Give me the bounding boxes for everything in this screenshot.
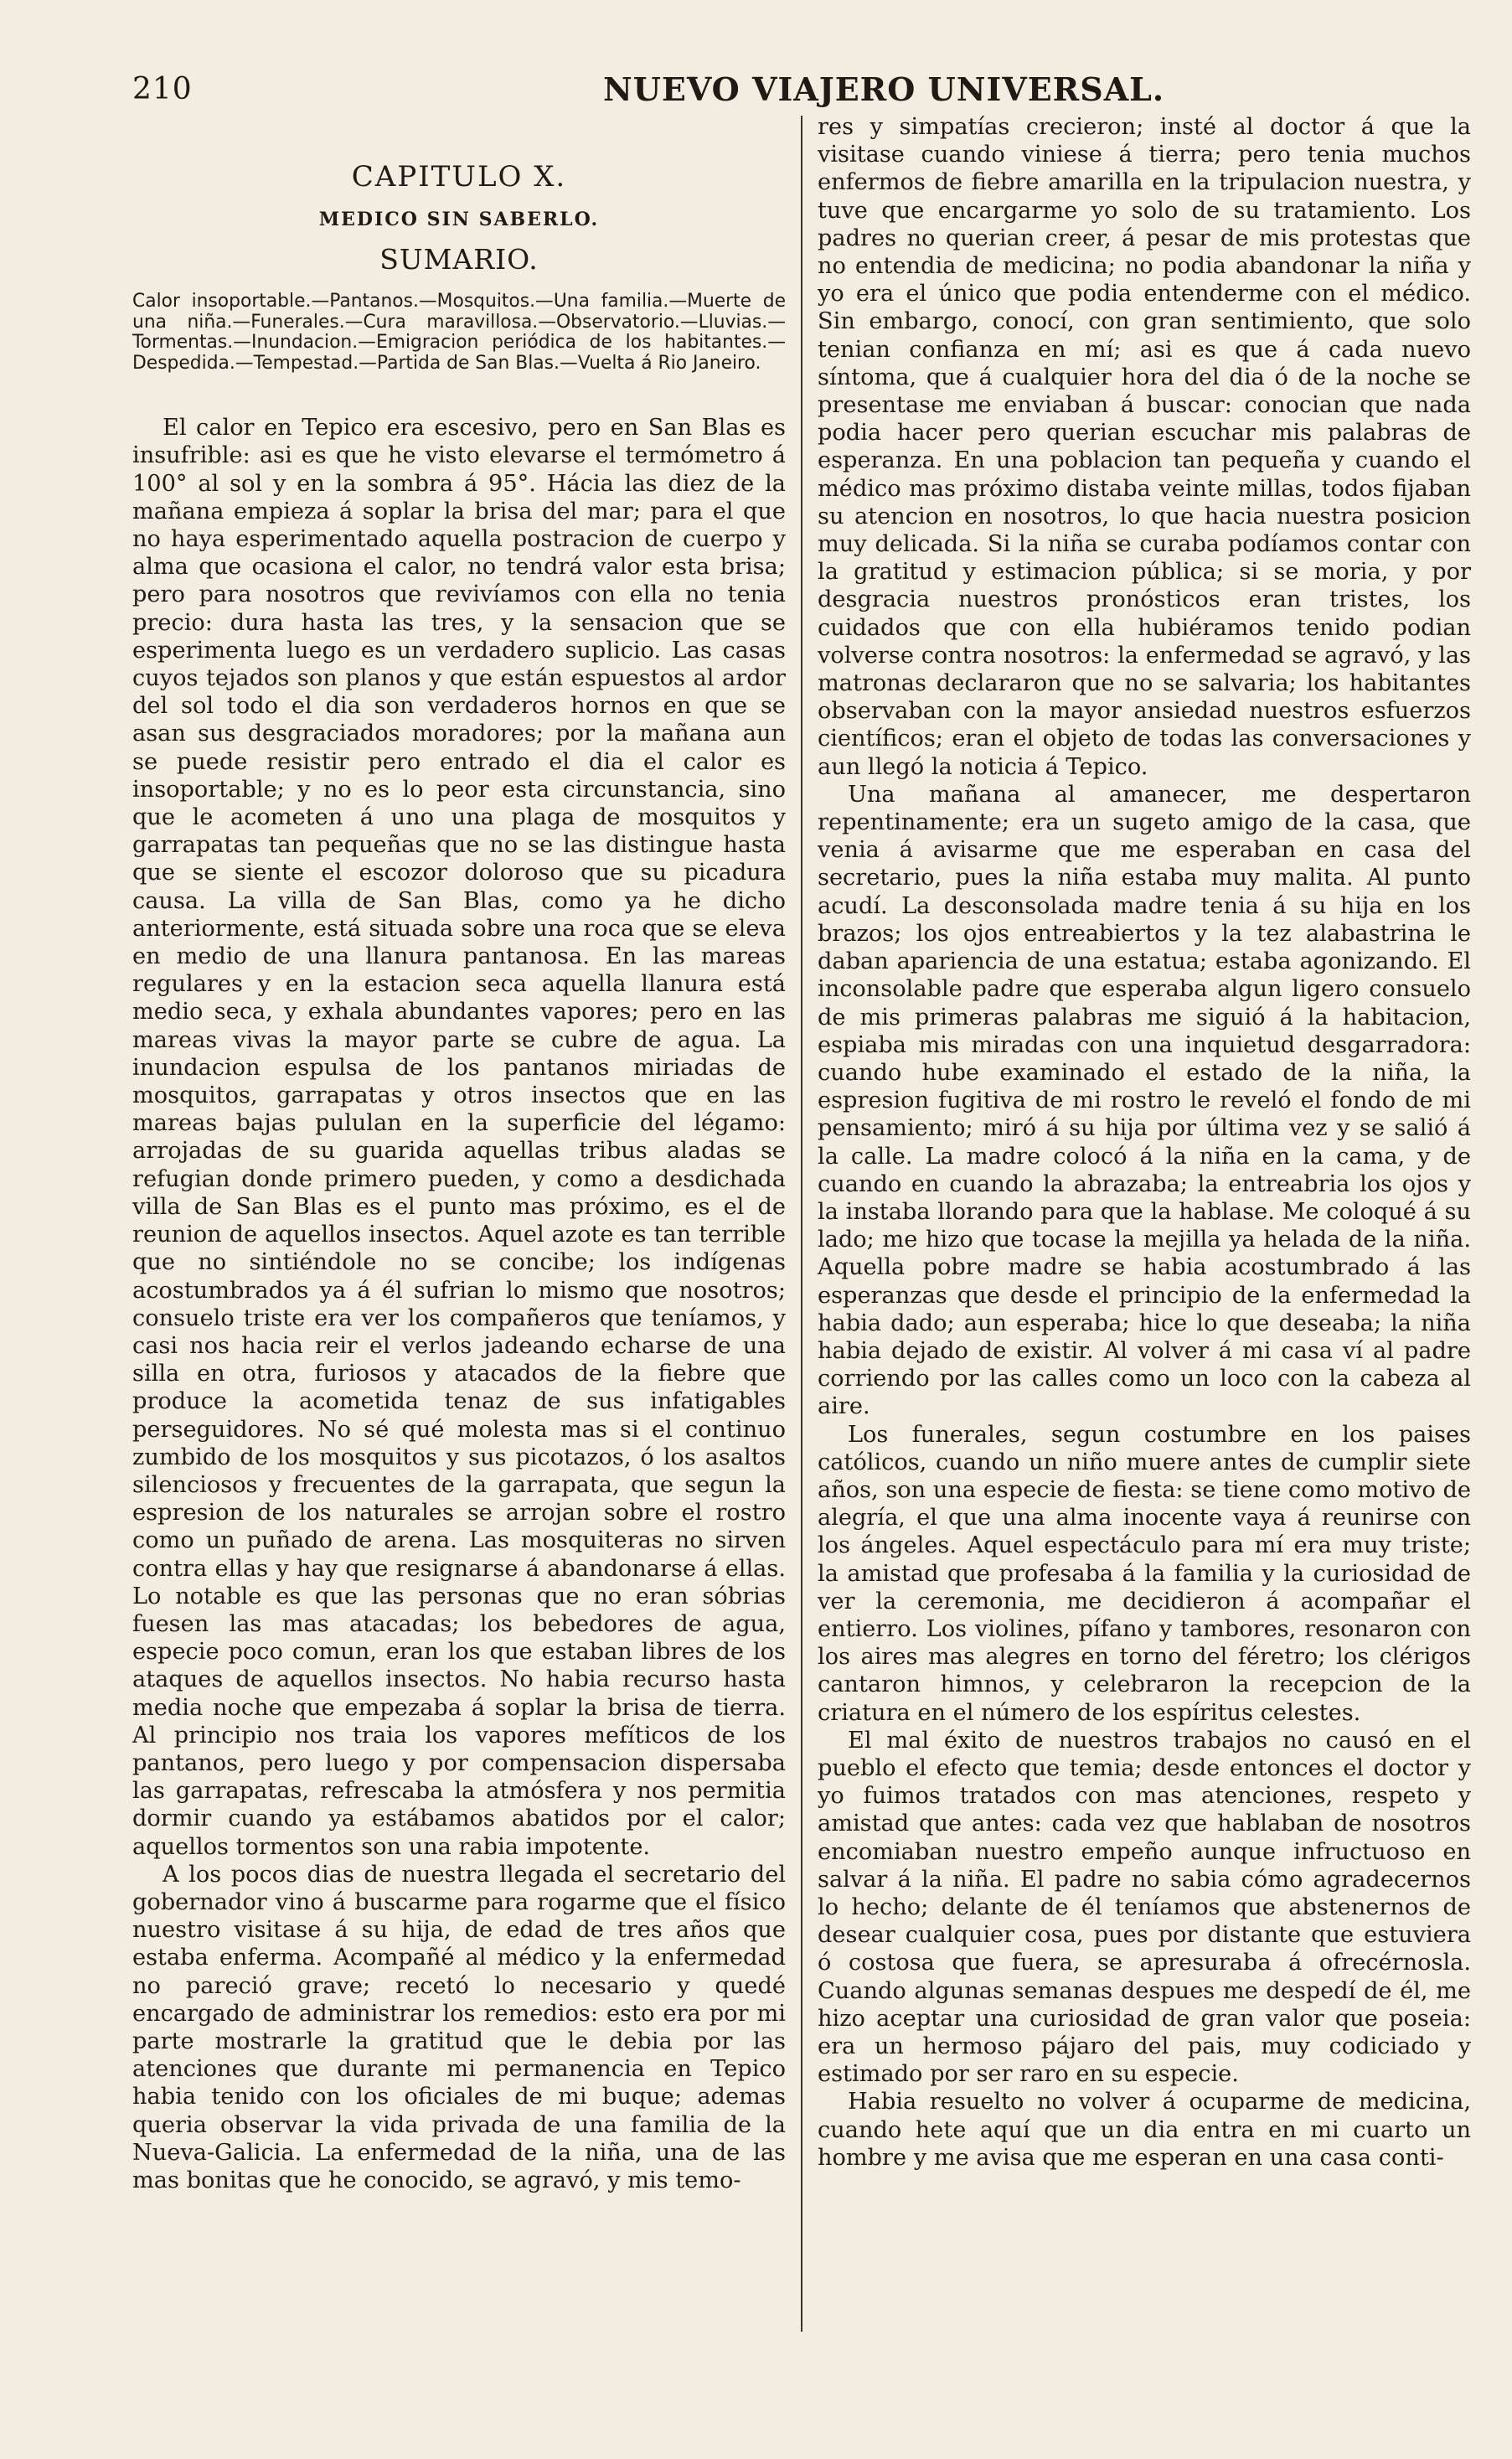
- running-title: NUEVO VIAJERO UNIVERSAL.: [603, 70, 1165, 108]
- right-column: [818, 113, 1471, 2172]
- paragraph: Los funerales, segun costumbre en los paises católicos, cuando un niño muere antes de cumplir siete años, son una especie de fiesta: se tiene como motivo de alegría, el que una alma inocente vaya á reunirse con los ángeles. Aquel espectáculo para mí era muy triste; la amistad que profesaba á la familia y la curiosidad de ver la ceremonia, me decidieron á acompañar el entierro. Los violines, pífano y tambores, resonaron con los aires mas alegres en torno del féretro; los clérigos cantaron himnos, y celebraron la recepcion de la criatura en el número de los espíritus celestes.: [818, 1421, 1471, 1726]
- paragraph: A los pocos dias de nuestra llegada el secretario del gobernador vino á buscarme para rogarme que el físico nuestro visitase á su hija, de edad de tres años que estaba enferma. Acompañé al médico y la enfermedad no pareció grave; recetó lo necesario y quedé encargado de administrar los remedios: esto era por mi parte mostrarle la gratitud que le debia por las atenciones que durante mi permanencia en Tepico habia tenido con los oficiales de mi buque; ademas queria observar la vida privada de una familia de la Nueva-Galicia. La enfermedad de la niña, una de las mas bonitas que he conocido, se agravó, y mis temo-: [132, 1861, 786, 2193]
- left-column: [132, 113, 786, 2194]
- sumario-text: Calor insoportable.—Pantanos.—Mosquitos.—Una familia.—Muerte de una niña.—Funerales.—Cura maravillosa.—Observatorio.—Lluvias.—Tormentas.—Inundacion.—Emigracion periódica de los habitantes.—Despedida.—Tempestad.—Partida de San Blas.—Vuelta á Rio Janeiro.: [132, 291, 786, 374]
- paragraph: res y simpatías crecieron; insté al doctor á que la visitase cuando viniese á tierra; pero tenia muchos enfermos de fiebre amarilla en la tripulacion nuestra, y tuve que encargarme yo solo de su tratamiento. Los padres no querian creer, á pesar de mis protestas que no entendia de medicina; no podia abandonar la niña y yo era el único que podia entenderme con el médico. Sin embargo, conocí, con gran sentimiento, que solo tenian confianza en mí; asi es que á cada nuevo síntoma, que á cualquier hora del dia ó de la noche se presentase me enviaban á buscar: conocian que nada podia hacer pero querian escuchar mis palabras de esperanza. En una poblacion tan pequeña y cuando el médico mas próximo distaba veinte millas, todos fijaban su atencion en nosotros, lo que hacia nuestra posicion muy delicada. Si la niña se curaba podíamos contar con la gratitud y estimacion pública; si se moria, y por desgracia nuestros pronósticos eran tristes, los cuidados que con ella hubiéramos tenido podian volverse contra nosotros: la enfermedad se agravó, y las matronas declararon que no se salvaria; los habitantes observaban con la mayor ansiedad nuestros esfuerzos científicos; eran el objeto de todas las conversaciones y aun llegó la noticia á Tepico.: [818, 114, 1471, 780]
- chapter-subtitle: MEDICO SIN SABERLO.: [318, 209, 600, 231]
- paragraph: El calor en Tepico era escesivo, pero en San Blas es insufrible: asi es que he visto elevarse el termómetro á 100° al sol y en la sombra á 95°. Hácia las diez de la mañana empieza á soplar la brisa del mar; para el que no haya esperimentado aquella postracion de cuerpo y alma que ocasiona el calor, no tendrá valor esta brisa; pero para nosotros que revivíamos con ella no tenia precio: dura hasta las tres, y la sensacion que se esperimenta luego es un verdadero suplicio. Las casas cuyos tejados son planos y que están espuestos al ardor del sol todo el dia son verdaderos hornos en que se asan sus desgraciados moradores; por la mañana aun se puede resistir pero entrado el dia el calor es insoportable; y no es lo peor esta circunstancia, sino que le acometen á uno una plaga de mosquitos y garrapatas tan pequeñas que no se las distingue hasta que se siente el escozor doloroso que su picadura causa. La villa de San Blas, como ya he dicho anteriormente, está situada sobre una roca que se eleva en medio de una llanura pantanosa. En las mareas regulares y en la estacion seca aquella llanura está medio seca, y exhala abundantes vapores; pero en las mareas vivas la mayor parte se cubre de agua. La inundacion espulsa de los pantanos miriadas de mosquitos, garrapatas y otros insectos que en las mareas bajas pululan en la superficie del légamo: arrojadas de su guarida aquellas tribus aladas se refugian donde primero pueden, y como a desdichada villa de San Blas es el punto mas próximo, es el de reunion de aquellos insectos. Aquel azote es tan terrible que no sintiéndole no se concibe; los indígenas acostumbrados ya á él sufrian lo mismo que nosotros; consuelo triste era ver los compañeros que teníamos, y casi nos hacia reir el verlos jadeando echarse de una silla en otra, furiosos y atacados de la fiebre que produce la acometida tenaz de sus infatigables perseguidores. No sé qué molesta mas si el continuo zumbido de los mosquitos y sus picotazos, ó los asaltos silenciosos y frecuentes de la garrapata, que segun la espresion de los naturales se arrojan sobre el rostro como un puñado de arena. Las mosquiteras no sirven contra ellas y hay que resignarse á abandonarse á ellas. Lo notable es que las personas que no eran sóbrias fuesen las mas atacadas; los bebedores de agua, especie poco comun, eran los que estaban libres de los ataques de aquellos insectos. No habia recurso hasta media noche que empezaba á soplar la brisa de tierra. Al principio nos traia los vapores mefíticos de los pantanos, pero luego y por compensacion dispersaba las garrapatas, refrescaba la atmósfera y nos permitia dormir cuando ya estábamos abatidos por el calor; aquellos tormentos son una rabia impotente.: [132, 415, 786, 1860]
- paragraph: El mal éxito de nuestros trabajos no causó en el pueblo el efecto que temia; desde entonces el doctor y yo fuimos tratados con mas atenciones, respeto y amistad que antes: cada vez que hablaban de nosotros encomiaban nuestro empeño aunque infructuoso en salvar á la niña. El padre no sabia cómo agradecernos lo hecho; delante de él teníamos que abstenernos de desear cualquier cosa, pues por distante que estuviera ó costosa que fuera, se apresuraba á ofrecérnosla. Cuando algunas semanas despues me despedí de él, me hizo aceptar una curiosidad de gran valor que poseia: era un hermoso pájaro del pais, muy codiciado y estimado por ser raro en su especie.: [818, 1727, 1471, 2088]
- chapter-title: CAPITULO X.: [351, 160, 567, 194]
- page-number: 210: [132, 72, 193, 106]
- column-divider: [801, 116, 802, 2332]
- paragraph: Habia resuelto no volver á ocuparme de medicina, cuando hete aquí que un dia entra en mi cuarto un hombre y me avisa que me esperan en una casa conti-: [818, 2089, 1471, 2171]
- sumario-heading: SUMARIO.: [379, 243, 539, 276]
- paragraph: Una mañana al amanecer, me despertaron repentinamente; era un sugeto amigo de la casa, que venia á avisarme que me esperaban en casa del secretario, pues la niña estaba muy malita. Al punto acudí. La desconsolada madre tenia á su hija en los brazos; los ojos entreabiertos y la tez alabastrina le daban apariencia de una estatua; estaba agonizando. El inconsolable padre que esperaba algun ligero consuelo de mis primeras palabras me siguió á la habitacion, espiaba mis miradas con una inquietud desgarradora: cuando hube examinado el estado de la niña, la espresion fugitiva de mi rostro le reveló el fondo de mi pensamiento; miró á su hija por última vez y se salió á la calle. La madre colocó á la niña en la cama, y de cuando en cuando la abrazaba; la entreabria los ojos y la instaba llorando para que la hablase. Me coloqué á su lado; me hizo que tocase la mejilla ya helada de la niña. Aquella pobre madre se habia acostumbrado á las esperanzas que desde el principio de la enfermedad la habia dado; aun esperaba; hice lo que deseaba; la niña habia dejado de existir. Al volver á mi casa ví al padre corriendo por las calles como un loco con la cabeza al aire.: [818, 781, 1471, 1420]
